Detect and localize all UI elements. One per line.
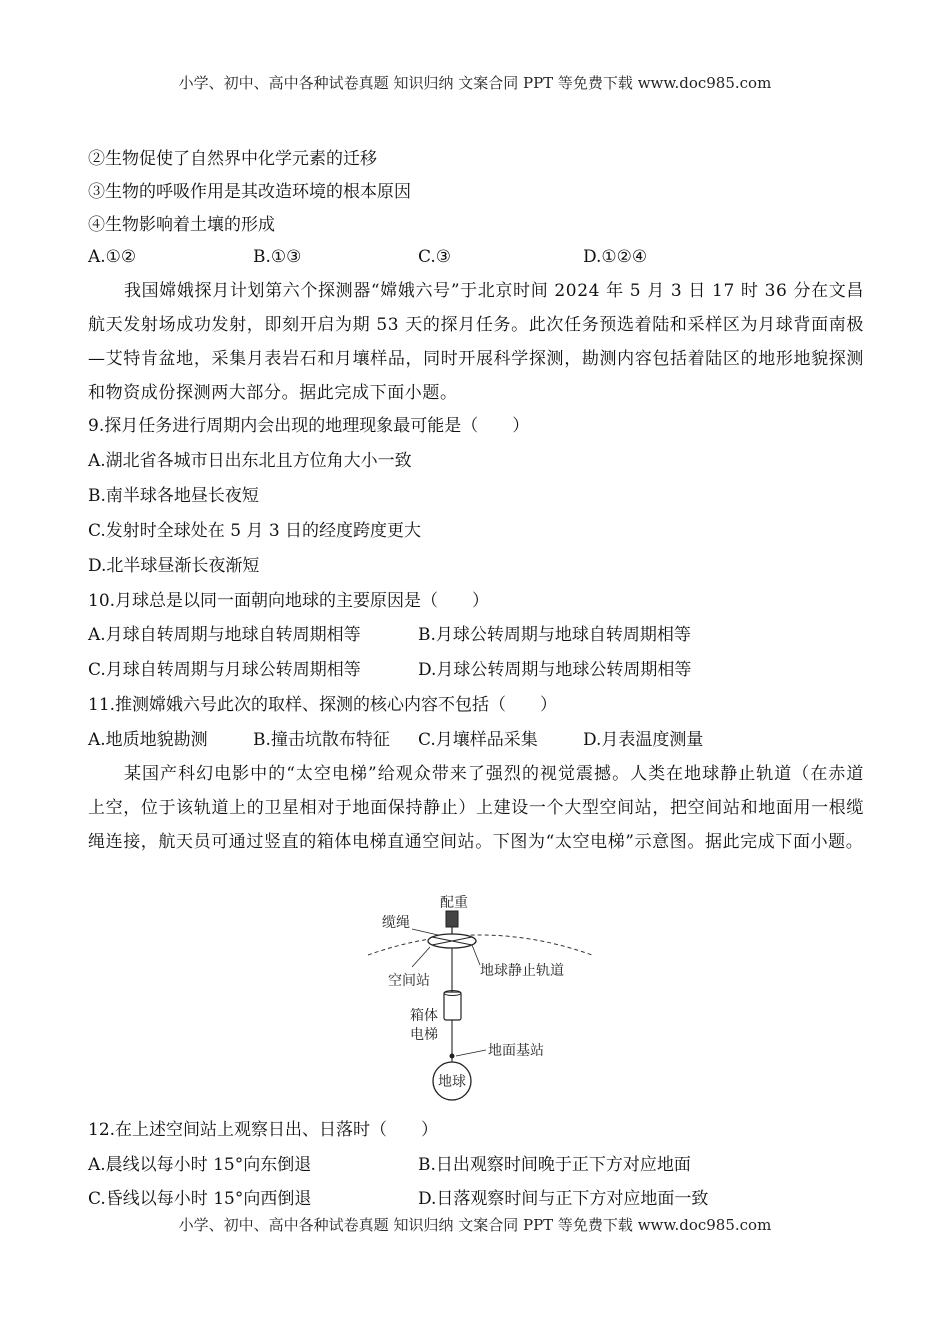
q12-option-d: D.日落观察时间与正下方对应地面一致 — [418, 1189, 709, 1209]
q9-option-c: C.发射时全球处在 5 月 3 日的经度跨度更大 — [88, 521, 422, 541]
label-earth: 地球 — [438, 1074, 466, 1090]
passage-chang-e-6: 我国嫦娥探月计划第六个探测器“嫦娥六号”于北京时间 2024 年 5 月 3 日 17 时 36 分在文昌航天发射场成功发射，即刻开启为期 53 天的探月任务。此次任务预选着陆和采样区为月球背面南极—艾特肯盆地，采集月表岩石和月壤样品，同时开展科学探测，勘测内容包括着陆区的地形地貌探测和物资成份探测两大部分。据此完成下面小题。 — [88, 281, 864, 403]
q8-option-b: B.①③ — [253, 247, 302, 267]
orbit-leader — [472, 945, 480, 965]
q8-statement-3: ③生物的呼吸作用是其改造环境的根本原因 — [88, 182, 411, 202]
q12-option-a: A.晨线以每小时 15°向东倒退 — [88, 1155, 312, 1175]
q9-stem: 9.探月任务进行周期内会出现的地理现象最可能是（ ） — [88, 416, 530, 436]
q9-option-b: B.南半球各地昼长夜短 — [88, 486, 259, 506]
ground-station-leader — [456, 1050, 486, 1056]
counterweight-block — [446, 911, 458, 927]
q12-stem: 12.在上述空间站上观察日出、日落时（ ） — [88, 1120, 439, 1140]
q8-option-a: A.①② — [88, 247, 137, 267]
page-header: 小学、初中、高中各种试卷真题 知识归纳 文案合同 PPT 等免费下载 www.doc985.com — [178, 74, 772, 92]
q11-option-d: D.月表温度测量 — [583, 730, 704, 750]
q12-option-b: B.日出观察时间晚于正下方对应地面 — [418, 1155, 691, 1175]
q8-statement-4: ④生物影响着土壤的形成 — [88, 215, 275, 235]
geostationary-orbit-line — [368, 935, 592, 955]
q11-stem: 11.推测嫦娥六号此次的取样、探测的核心内容不包括（ ） — [88, 695, 558, 715]
q10-option-a: A.月球自转周期与地球自转周期相等 — [88, 625, 361, 645]
q12-option-c: C.昏线以每小时 15°向西倒退 — [88, 1189, 312, 1209]
q8-option-c: C.③ — [418, 247, 452, 267]
label-cable: 缆绳 — [382, 915, 410, 931]
q10-option-b: B.月球公转周期与地球自转周期相等 — [418, 625, 691, 645]
page-footer: 小学、初中、高中各种试卷真题 知识归纳 文案合同 PPT 等免费下载 www.doc985.com — [178, 1216, 772, 1234]
label-counterweight: 配重 — [440, 895, 468, 911]
q8-option-d: D.①②④ — [583, 247, 648, 267]
label-elevator-1: 箱体 — [410, 1008, 438, 1024]
q9-option-d: D.北半球昼渐长夜渐短 — [88, 556, 260, 576]
elevator-box — [444, 992, 461, 1020]
label-elevator-2: 电梯 — [410, 1027, 438, 1043]
q10-option-d: D.月球公转周期与地球公转周期相等 — [418, 660, 692, 680]
q10-stem: 10.月球总是以同一面朝向地球的主要原因是（ ） — [88, 591, 490, 611]
ground-station-dot — [450, 1054, 455, 1059]
space-elevator-diagram — [360, 893, 600, 1103]
label-space-station: 空间站 — [388, 973, 430, 989]
station-leader — [412, 947, 430, 967]
q11-option-a: A.地质地貌勘测 — [88, 730, 208, 750]
label-ground-station: 地面基站 — [488, 1043, 544, 1059]
q8-statement-2: ②生物促使了自然界中化学元素的迁移 — [88, 149, 377, 169]
q11-option-c: C.月壤样品采集 — [418, 730, 538, 750]
q9-option-a: A.湖北省各城市日出东北且方位角大小一致 — [88, 451, 412, 471]
cable-leader — [412, 929, 438, 935]
label-orbit: 地球静止轨道 — [480, 963, 564, 979]
q11-option-b: B.撞击坑散布特征 — [253, 730, 390, 750]
passage-space-elevator: 某国产科幻电影中的“太空电梯”给观众带来了强烈的视觉震撼。人类在地球静止轨道（在赤道上空，位于该轨道上的卫星相对于地面保持静止）上建设一个大型空间站，把空间站和地面用一根缆绳连接，航天员可通过竖直的箱体电梯直通空间站。下图为“太空电梯”示意图。据此完成下面小题。 — [88, 764, 864, 852]
q10-option-c: C.月球自转周期与月球公转周期相等 — [88, 660, 361, 680]
